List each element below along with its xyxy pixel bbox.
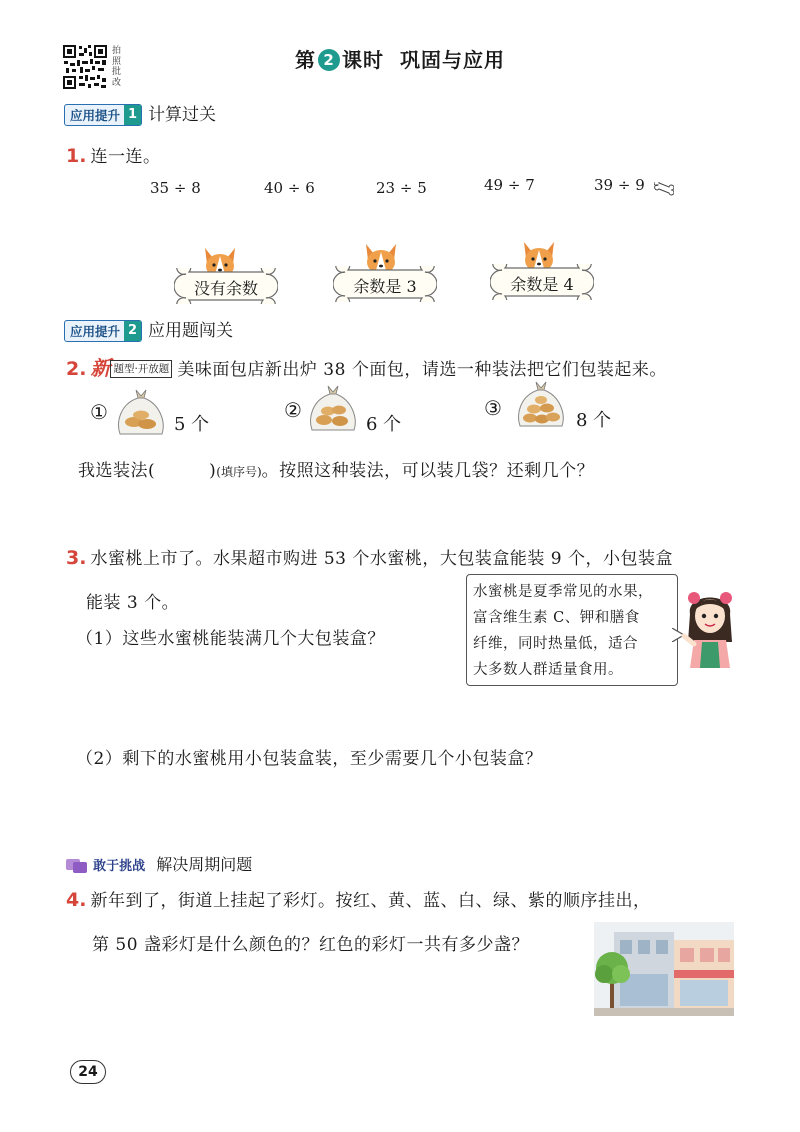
bread-bag-icon [114, 388, 168, 438]
option-mark: ② [284, 398, 302, 422]
q3-answer-area-2[interactable] [96, 776, 696, 836]
answer-bone[interactable] [333, 266, 437, 302]
q4-answer-area[interactable] [92, 964, 582, 1044]
callout-line: 富含维生素 C、钾和膳食 [473, 610, 640, 626]
q3-prompt-2: 能装 3 个。 [86, 593, 180, 613]
callout-line: 大多数人群适量食用。 [473, 662, 623, 678]
q2-answer-suffix: 。按照这种装法，可以装几袋？还剩几个？ [261, 461, 595, 481]
q3-sub-question-2: （2）剩下的水蜜桃用小包装盒装，至少需要几个小包装盒？ [76, 749, 543, 769]
q2-number: 2. [66, 358, 87, 380]
option-mark: ① [90, 400, 108, 424]
q3-prompt-1: 水蜜桃上市了。水果超市购进 53 个水蜜桃，大包装盒能装 9 个，小包装盒 [90, 549, 674, 569]
section-1-tag [64, 104, 142, 126]
title-suffix: 课时 巩固与应用 [342, 48, 505, 72]
option-mark: ③ [484, 396, 502, 420]
q2-prompt: 美味面包店新出炉 38 个面包，请选一种装法把它们包装起来。 [177, 360, 667, 380]
challenge-icon [66, 857, 88, 873]
answer-bone[interactable] [490, 264, 594, 300]
section-2-header [64, 316, 233, 342]
q2-answer-hint: (填序号) [216, 465, 262, 479]
bread-bag-icon [514, 380, 568, 430]
lesson-number-badge: 2 [318, 49, 340, 71]
q1-expression[interactable]: 40 ÷ 6 [264, 179, 315, 197]
section-1-header [64, 100, 216, 126]
q2-answer-prefix: 我选装法( [78, 461, 156, 481]
option-count: 8 个 [576, 410, 612, 431]
section-1-tag-label: 应用提升 [70, 108, 121, 123]
section-2-tag-label: 应用提升 [70, 324, 121, 339]
section-2-tag-number: 2 [124, 321, 141, 341]
q4-number: 4. [66, 889, 87, 911]
section-1-title: 计算过关 [148, 105, 217, 125]
q2-answer-close: ) [209, 461, 217, 481]
answer-label: 余数是 3 [353, 277, 417, 296]
q1-expression[interactable]: 49 ÷ 7 [484, 176, 535, 194]
section-3-header [66, 852, 252, 875]
qr-label: 拍照批改 [112, 46, 122, 88]
q3-answer-area-1[interactable] [96, 656, 446, 726]
page-number: 24 [70, 1060, 106, 1084]
bread-bag-icon [306, 384, 360, 434]
q4-prompt-1: 新年到了，街道上挂起了彩灯。按红、黄、蓝、白、绿、紫的顺序挂出， [90, 891, 651, 911]
section-1-tag-number: 1 [124, 105, 141, 125]
q3-sub-question-1: （1）这些水蜜桃能装满几个大包装盒？ [76, 629, 385, 649]
callout-line: 纤维，同时热量低，适合 [473, 636, 638, 652]
callout-line: 水蜜桃是夏季常见的水果， [473, 584, 653, 600]
girl-character-icon [680, 584, 740, 668]
q1-number: 1. [66, 145, 87, 167]
question-type-badge: 题型·开放题 [110, 360, 172, 378]
section-2-title: 应用题闯关 [148, 321, 234, 341]
new-badge: 新 [90, 356, 111, 380]
q4-prompt-2: 第 50 盏彩灯是什么颜色的？红色的彩灯一共有多少盏？ [92, 935, 529, 955]
q1-expression[interactable]: 35 ÷ 8 [150, 179, 201, 197]
bone-icon [654, 182, 674, 196]
info-callout [466, 574, 678, 686]
option-count: 6 个 [366, 414, 402, 435]
answer-label: 余数是 4 [510, 275, 574, 294]
q3-number: 3. [66, 547, 87, 569]
q2-prompt-line [66, 352, 786, 381]
q1-expression[interactable]: 23 ÷ 5 [376, 179, 427, 197]
q1-prompt-line [66, 142, 160, 167]
section-3-tag: 敢于挑战 [93, 859, 146, 874]
q2-answer-area[interactable] [78, 486, 778, 536]
q3-prompt-line-1 [66, 544, 786, 569]
option-count: 5 个 [174, 414, 210, 435]
title-prefix: 第 [295, 48, 317, 72]
street-scene-icon [594, 922, 734, 1016]
answer-label: 没有余数 [193, 279, 258, 298]
answer-bone[interactable] [174, 268, 278, 304]
q1-expression[interactable]: 39 ÷ 9 [594, 176, 645, 194]
q2-answer-line [78, 456, 778, 481]
q4-prompt-line-1 [66, 886, 786, 911]
section-2-tag [64, 320, 142, 342]
q1-prompt: 连一连。 [90, 147, 161, 167]
page-title [0, 44, 800, 73]
section-3-title: 解决周期问题 [156, 855, 253, 874]
